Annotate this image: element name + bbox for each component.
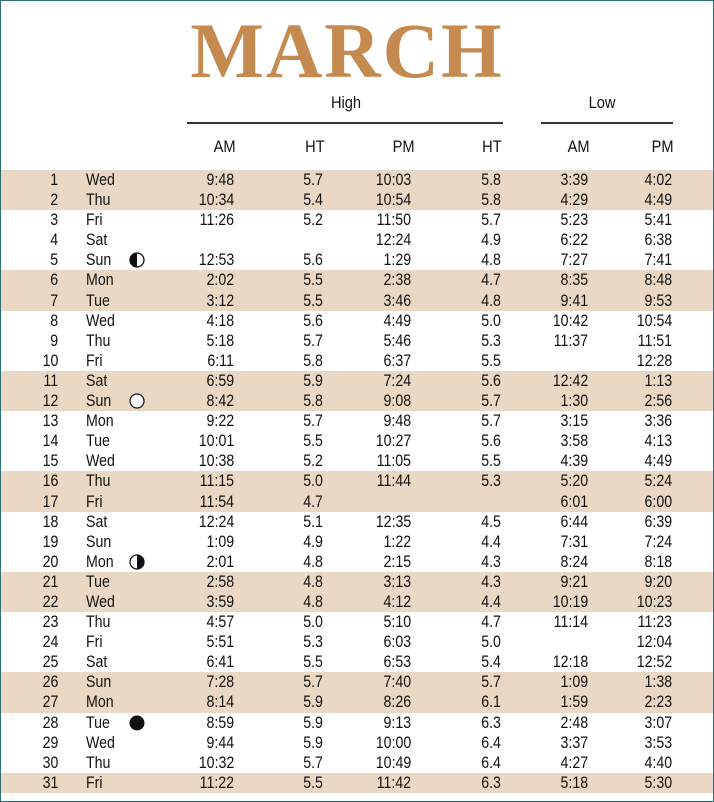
high-am-time: 9:44 xyxy=(206,733,234,752)
high-pm-time: 10:00 xyxy=(375,733,411,752)
low-pm-time: 5:30 xyxy=(644,773,672,792)
high-am-height: 5.5 xyxy=(303,653,323,672)
high-am-time: 7:28 xyxy=(206,673,234,692)
high-tide-group-rule xyxy=(187,122,503,124)
day-of-week: Wed xyxy=(86,592,115,611)
low-am-time: 3:58 xyxy=(560,432,588,451)
table-row xyxy=(1,592,713,612)
high-pm-time: 7:40 xyxy=(383,673,411,692)
high-am-time: 9:48 xyxy=(206,171,234,189)
col-high-am: AM xyxy=(213,137,235,156)
day-of-week: Wed xyxy=(86,311,115,330)
day-number: 9 xyxy=(50,331,58,350)
high-am-time: 12:24 xyxy=(198,512,234,531)
low-pm-time: 8:18 xyxy=(644,552,672,571)
low-pm-time: 10:23 xyxy=(636,592,672,611)
high-pm-height: 5.3 xyxy=(481,472,501,491)
high-am-height: 4.8 xyxy=(303,592,323,611)
high-am-time: 12:53 xyxy=(198,251,234,270)
low-am-time: 1:09 xyxy=(560,673,588,692)
day-of-week: Thu xyxy=(86,191,111,210)
day-of-week: Wed xyxy=(86,452,115,471)
day-number: 11 xyxy=(43,371,58,390)
low-pm-time: 12:52 xyxy=(636,653,672,672)
low-am-time: 6:44 xyxy=(560,512,588,531)
high-pm-time: 12:35 xyxy=(375,512,411,531)
high-am-time: 6:11 xyxy=(207,351,234,370)
low-am-time: 12:18 xyxy=(552,653,588,672)
high-am-height: 5.2 xyxy=(303,452,323,471)
day-of-week: Thu xyxy=(86,753,111,772)
high-pm-time: 9:48 xyxy=(383,412,411,431)
first-quarter-moon-icon xyxy=(129,252,145,268)
high-am-time: 11:54 xyxy=(199,492,234,511)
high-am-time: 5:51 xyxy=(206,633,234,652)
table-row xyxy=(1,713,713,733)
day-number: 25 xyxy=(42,653,58,672)
low-pm-time: 4:40 xyxy=(644,753,672,772)
high-pm-time: 4:12 xyxy=(383,592,411,611)
high-pm-time: 6:03 xyxy=(383,633,411,652)
table-row xyxy=(1,692,713,712)
table-row xyxy=(1,532,713,552)
high-pm-time: 5:10 xyxy=(383,613,411,632)
low-am-time: 1:59 xyxy=(560,693,588,712)
day-number: 30 xyxy=(42,753,58,772)
day-number: 3 xyxy=(50,211,58,230)
high-pm-time: 9:13 xyxy=(383,713,411,732)
table-row xyxy=(1,652,713,672)
day-number: 21 xyxy=(42,572,58,591)
low-am-time: 5:18 xyxy=(560,773,588,792)
low-pm-time: 5:41 xyxy=(644,211,672,230)
low-pm-time: 1:13 xyxy=(644,371,672,390)
high-am-time: 2:01 xyxy=(206,552,234,571)
day-number: 4 xyxy=(50,231,58,250)
high-pm-height: 4.3 xyxy=(481,552,501,571)
high-pm-time: 6:37 xyxy=(383,351,411,370)
low-am-time: 1:30 xyxy=(560,392,588,411)
low-am-time: 12:42 xyxy=(552,371,588,390)
table-row xyxy=(1,632,713,652)
day-number: 12 xyxy=(42,392,58,411)
high-am-height: 5.5 xyxy=(303,291,323,310)
low-am-time: 9:41 xyxy=(560,291,588,310)
high-pm-height: 4.7 xyxy=(481,271,501,290)
col-high-pm: PM xyxy=(392,137,414,156)
day-of-week: Mon xyxy=(86,552,114,571)
high-am-height: 4.8 xyxy=(303,552,323,571)
high-am-time: 10:38 xyxy=(198,452,234,471)
day-of-week: Fri xyxy=(86,773,103,792)
table-row xyxy=(1,733,713,753)
high-am-time: 5:18 xyxy=(206,331,234,350)
high-pm-height: 4.9 xyxy=(481,231,501,250)
high-am-time: 10:32 xyxy=(198,753,234,772)
high-am-height: 5.7 xyxy=(303,412,323,431)
high-am-height: 5.7 xyxy=(303,753,323,772)
high-am-height: 5.9 xyxy=(303,713,323,732)
month-title: MARCH xyxy=(190,7,504,94)
high-am-height: 4.8 xyxy=(303,572,323,591)
high-pm-time: 3:46 xyxy=(383,291,411,310)
low-pm-time: 12:28 xyxy=(636,351,672,370)
table-row xyxy=(1,250,713,270)
low-pm-time: 8:48 xyxy=(644,271,672,290)
day-of-week: Sat xyxy=(86,512,108,531)
day-number: 28 xyxy=(42,713,58,732)
day-number: 31 xyxy=(42,773,58,792)
low-pm-time: 11:23 xyxy=(637,613,672,632)
low-am-time: 10:19 xyxy=(552,592,588,611)
table-row xyxy=(1,391,713,411)
table-row xyxy=(1,371,713,391)
high-pm-time: 2:38 xyxy=(383,271,411,290)
high-pm-height: 4.4 xyxy=(481,592,501,611)
day-number: 22 xyxy=(42,592,58,611)
high-am-time: 6:59 xyxy=(206,371,234,390)
high-am-time: 4:57 xyxy=(206,613,234,632)
table-row xyxy=(1,672,713,692)
low-pm-time: 6:38 xyxy=(644,231,672,250)
high-pm-time: 2:15 xyxy=(383,552,411,571)
high-am-time: 8:14 xyxy=(206,693,234,712)
high-am-height: 5.8 xyxy=(303,351,323,370)
table-row xyxy=(1,753,713,773)
high-am-time: 2:02 xyxy=(206,271,234,290)
low-pm-time: 3:53 xyxy=(644,733,672,752)
high-pm-height: 6.1 xyxy=(481,693,501,712)
high-am-height: 5.0 xyxy=(303,613,323,632)
high-am-time: 10:01 xyxy=(198,432,234,451)
day-number: 5 xyxy=(50,251,58,270)
day-of-week: Wed xyxy=(86,733,115,752)
low-pm-time: 7:41 xyxy=(644,251,672,270)
day-of-week: Mon xyxy=(86,693,114,712)
day-number: 14 xyxy=(42,432,58,451)
high-am-height: 5.2 xyxy=(303,211,323,230)
low-am-time: 6:01 xyxy=(560,492,588,511)
high-am-height: 5.0 xyxy=(303,472,323,491)
high-am-height: 5.7 xyxy=(303,331,323,350)
high-am-height: 5.7 xyxy=(303,673,323,692)
table-row xyxy=(1,411,713,431)
day-number: 15 xyxy=(42,452,58,471)
low-am-time: 9:21 xyxy=(560,572,588,591)
high-am-time: 8:42 xyxy=(206,392,234,411)
table-row xyxy=(1,210,713,230)
high-pm-height: 6.3 xyxy=(481,773,501,792)
high-pm-height: 5.8 xyxy=(481,171,501,189)
high-am-time: 11:15 xyxy=(199,472,234,491)
low-tide-group-rule xyxy=(541,122,673,124)
table-row xyxy=(1,351,713,371)
high-tide-group-label: High xyxy=(330,93,362,112)
col-high-am-ht: HT xyxy=(305,137,325,156)
high-pm-height: 6.4 xyxy=(481,733,501,752)
day-number: 26 xyxy=(42,673,58,692)
high-am-time: 1:09 xyxy=(206,532,234,551)
low-am-time: 7:27 xyxy=(560,251,588,270)
low-am-time: 7:31 xyxy=(560,532,588,551)
low-pm-time: 7:24 xyxy=(644,532,672,551)
high-pm-time: 11:05 xyxy=(376,452,411,471)
high-am-height: 5.9 xyxy=(303,371,323,390)
high-pm-time: 9:08 xyxy=(383,392,411,411)
high-am-height: 5.5 xyxy=(303,432,323,451)
high-am-time: 2:58 xyxy=(206,572,234,591)
low-pm-time: 9:20 xyxy=(644,572,672,591)
high-am-height: 5.4 xyxy=(303,191,323,210)
low-pm-time: 4:02 xyxy=(644,171,672,189)
high-am-height: 5.5 xyxy=(303,271,323,290)
high-pm-time: 8:26 xyxy=(383,693,411,712)
high-pm-height: 4.3 xyxy=(481,572,501,591)
tide-rows xyxy=(1,170,713,793)
day-of-week: Sat xyxy=(86,653,108,672)
low-am-time: 4:29 xyxy=(560,191,588,210)
day-number: 20 xyxy=(42,552,58,571)
day-of-week: Fri xyxy=(86,492,103,511)
high-am-height: 4.9 xyxy=(303,532,323,551)
day-of-week: Sun xyxy=(86,532,112,551)
high-pm-height: 5.5 xyxy=(481,351,501,370)
low-am-time: 11:14 xyxy=(553,613,588,632)
table-row xyxy=(1,612,713,632)
day-of-week: Thu xyxy=(86,331,111,350)
low-am-time: 4:27 xyxy=(560,753,588,772)
low-pm-time: 6:39 xyxy=(644,512,672,531)
day-number: 13 xyxy=(42,412,58,431)
high-am-time: 11:26 xyxy=(199,211,234,230)
high-am-time: 8:59 xyxy=(206,713,234,732)
table-row xyxy=(1,492,713,512)
day-number: 18 xyxy=(42,512,58,531)
high-pm-height: 5.0 xyxy=(481,311,501,330)
col-low-am: AM xyxy=(567,137,589,156)
day-of-week: Tue xyxy=(86,291,110,310)
day-number: 7 xyxy=(50,291,58,310)
table-row xyxy=(1,331,713,351)
col-high-pm-ht: HT xyxy=(482,137,502,156)
day-number: 16 xyxy=(42,472,58,491)
high-am-height: 5.5 xyxy=(303,773,323,792)
high-pm-time: 11:42 xyxy=(376,773,411,792)
low-am-time: 5:23 xyxy=(560,211,588,230)
day-of-week: Tue xyxy=(86,713,110,732)
high-am-time: 10:34 xyxy=(198,191,234,210)
day-of-week: Mon xyxy=(86,412,114,431)
day-of-week: Sat xyxy=(86,231,108,250)
high-am-height: 5.8 xyxy=(303,392,323,411)
low-pm-time: 3:07 xyxy=(644,713,672,732)
high-am-time: 3:59 xyxy=(206,592,234,611)
day-of-week: Tue xyxy=(86,432,110,451)
table-row xyxy=(1,291,713,311)
table-row xyxy=(1,773,713,793)
high-pm-time: 1:29 xyxy=(383,251,411,270)
high-pm-height: 5.6 xyxy=(481,371,501,390)
table-row xyxy=(1,170,713,190)
low-pm-time: 5:24 xyxy=(644,472,672,491)
high-am-height: 5.7 xyxy=(303,171,323,189)
high-pm-height: 5.6 xyxy=(481,432,501,451)
low-am-time: 3:39 xyxy=(560,171,588,189)
low-am-time: 3:15 xyxy=(560,412,588,431)
low-pm-time: 10:54 xyxy=(636,311,672,330)
high-pm-height: 5.8 xyxy=(481,191,501,210)
day-of-week: Thu xyxy=(86,613,111,632)
day-of-week: Wed xyxy=(86,171,115,189)
day-of-week: Sun xyxy=(86,251,112,270)
day-number: 1 xyxy=(50,171,58,189)
low-tide-group-label: Low xyxy=(588,93,616,112)
high-pm-height: 4.8 xyxy=(481,251,501,270)
day-number: 27 xyxy=(42,693,58,712)
low-pm-time: 4:49 xyxy=(644,452,672,471)
day-of-week: Fri xyxy=(86,351,103,370)
high-pm-time: 10:49 xyxy=(375,753,411,772)
table-row xyxy=(1,190,713,210)
day-of-week: Fri xyxy=(86,633,103,652)
low-am-time: 3:37 xyxy=(560,733,588,752)
low-am-time: 4:39 xyxy=(560,452,588,471)
day-of-week: Mon xyxy=(86,271,114,290)
day-of-week: Sun xyxy=(86,673,112,692)
low-am-time: 8:35 xyxy=(560,271,588,290)
day-number: 23 xyxy=(42,613,58,632)
high-pm-height: 5.7 xyxy=(481,211,501,230)
high-pm-height: 4.5 xyxy=(481,512,501,531)
day-of-week: Fri xyxy=(86,211,103,230)
high-pm-height: 5.7 xyxy=(481,412,501,431)
high-pm-height: 4.8 xyxy=(481,291,501,310)
day-number: 10 xyxy=(42,351,58,370)
table-row xyxy=(1,451,713,471)
high-pm-time: 4:49 xyxy=(383,311,411,330)
last-quarter-moon-icon xyxy=(129,554,145,570)
day-of-week: Sat xyxy=(86,371,108,390)
high-pm-time: 10:54 xyxy=(375,191,411,210)
table-row xyxy=(1,311,713,331)
day-number: 8 xyxy=(50,311,58,330)
low-pm-time: 2:23 xyxy=(644,693,672,712)
high-pm-time: 12:24 xyxy=(375,231,411,250)
day-number: 17 xyxy=(42,492,58,511)
day-number: 19 xyxy=(42,532,58,551)
high-pm-time: 10:03 xyxy=(375,171,411,189)
table-row xyxy=(1,471,713,491)
high-am-height: 5.9 xyxy=(303,733,323,752)
day-of-week: Tue xyxy=(86,572,110,591)
high-am-time: 9:22 xyxy=(206,412,234,431)
high-pm-time: 3:13 xyxy=(383,572,411,591)
table-row xyxy=(1,431,713,451)
high-pm-height: 4.4 xyxy=(481,532,501,551)
low-pm-time: 4:49 xyxy=(644,191,672,210)
day-number: 6 xyxy=(50,271,58,290)
high-pm-time: 7:24 xyxy=(383,371,411,390)
high-am-height: 5.6 xyxy=(303,251,323,270)
high-pm-time: 11:44 xyxy=(376,472,411,491)
low-am-time: 6:22 xyxy=(560,231,588,250)
low-pm-time: 4:13 xyxy=(644,432,672,451)
high-pm-height: 5.7 xyxy=(481,673,501,692)
high-am-height: 5.9 xyxy=(303,693,323,712)
table-row xyxy=(1,572,713,592)
low-am-time: 11:37 xyxy=(553,331,588,350)
low-pm-time: 12:04 xyxy=(636,633,672,652)
high-pm-height: 5.7 xyxy=(481,392,501,411)
high-pm-height: 5.3 xyxy=(481,331,501,350)
high-pm-height: 4.7 xyxy=(481,613,501,632)
day-of-week: Sun xyxy=(86,392,112,411)
high-am-height: 5.6 xyxy=(303,311,323,330)
high-am-time: 11:22 xyxy=(199,773,234,792)
table-row xyxy=(1,230,713,250)
table-row xyxy=(1,552,713,572)
high-pm-time: 6:53 xyxy=(383,653,411,672)
low-pm-time: 1:38 xyxy=(644,673,672,692)
table-row xyxy=(1,512,713,532)
high-pm-height: 6.4 xyxy=(481,753,501,772)
high-pm-time: 5:46 xyxy=(383,331,411,350)
low-am-time: 8:24 xyxy=(560,552,588,571)
col-low-pm: PM xyxy=(651,137,673,156)
high-pm-time: 1:22 xyxy=(383,532,411,551)
day-of-week: Thu xyxy=(86,472,111,491)
column-header-row xyxy=(1,137,713,163)
high-am-time: 3:12 xyxy=(206,291,234,310)
low-pm-time: 11:51 xyxy=(637,331,672,350)
low-pm-time: 3:36 xyxy=(644,412,672,431)
low-pm-time: 9:53 xyxy=(644,291,672,310)
low-am-time: 2:48 xyxy=(560,713,588,732)
high-am-height: 5.3 xyxy=(303,633,323,652)
high-am-time: 6:41 xyxy=(206,653,234,672)
high-pm-height: 5.5 xyxy=(481,452,501,471)
high-am-height: 5.1 xyxy=(303,512,323,531)
day-number: 2 xyxy=(50,191,58,210)
high-pm-time: 11:50 xyxy=(376,211,411,230)
high-pm-time: 10:27 xyxy=(375,432,411,451)
low-pm-time: 6:00 xyxy=(644,492,672,511)
new-moon-icon xyxy=(129,715,145,731)
day-number: 29 xyxy=(42,733,58,752)
high-pm-height: 5.4 xyxy=(481,653,501,672)
low-pm-time: 2:56 xyxy=(644,392,672,411)
high-pm-height: 6.3 xyxy=(481,713,501,732)
low-am-time: 5:20 xyxy=(560,472,588,491)
high-am-height: 4.7 xyxy=(303,492,323,511)
day-number: 24 xyxy=(42,633,58,652)
high-pm-height: 5.0 xyxy=(481,633,501,652)
full-moon-icon xyxy=(129,393,145,409)
table-row xyxy=(1,270,713,290)
high-am-time: 4:18 xyxy=(206,311,234,330)
low-am-time: 10:42 xyxy=(552,311,588,330)
